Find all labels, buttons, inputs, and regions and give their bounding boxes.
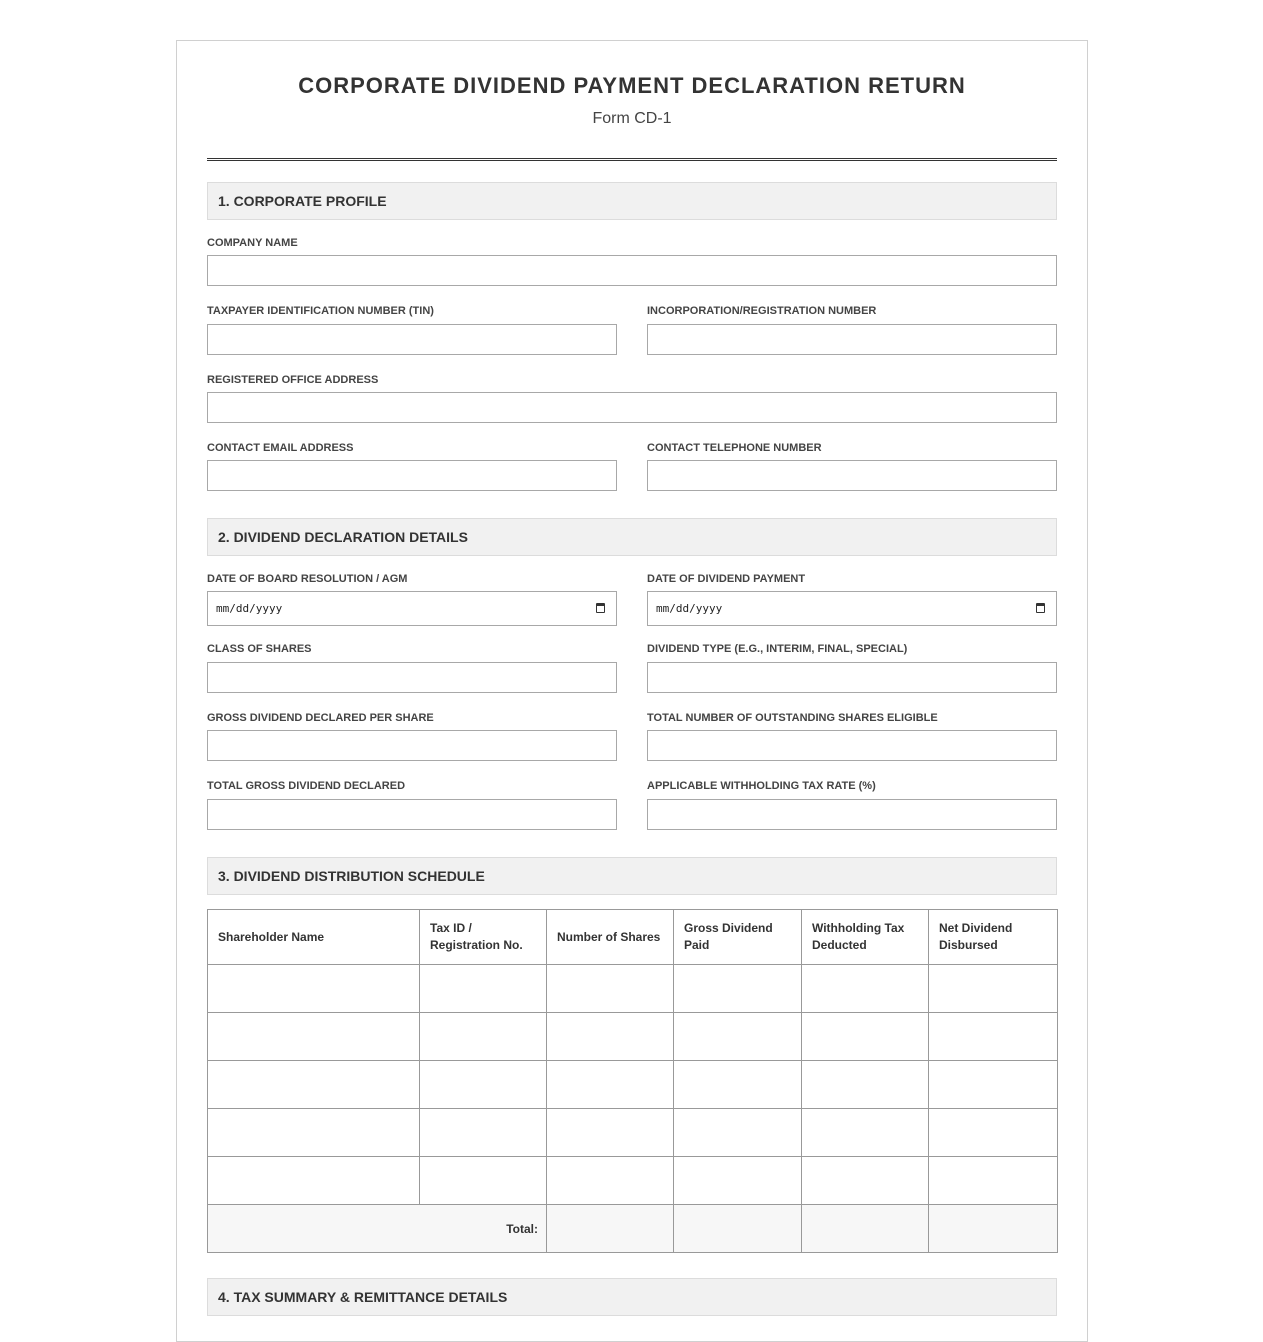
section-title: 2. DIVIDEND DECLARATION DETAILS	[218, 529, 468, 545]
column-header: Gross Dividend Paid	[674, 910, 802, 965]
table-cell[interactable]	[420, 965, 547, 1013]
tin-input[interactable]	[207, 324, 617, 355]
dividend-payment-date-label: DATE OF DIVIDEND PAYMENT	[647, 573, 806, 585]
outstanding-shares-input[interactable]	[647, 730, 1057, 761]
total-cell[interactable]	[674, 1205, 802, 1253]
total-label: Total:	[208, 1205, 547, 1253]
table-cell[interactable]	[547, 1061, 674, 1109]
office-address-input[interactable]	[207, 392, 1057, 423]
registration-number-input[interactable]	[647, 324, 1057, 355]
dividend-payment-date-input[interactable]	[647, 591, 1057, 626]
table-cell[interactable]	[208, 1013, 420, 1061]
table-cell[interactable]	[420, 1109, 547, 1157]
table-cell[interactable]	[802, 1109, 929, 1157]
table-cell[interactable]	[547, 1013, 674, 1061]
class-of-shares-input[interactable]	[207, 662, 617, 693]
table-cell[interactable]	[929, 1157, 1058, 1205]
contact-email-label: CONTACT EMAIL ADDRESS	[207, 442, 354, 454]
gross-dividend-per-share-input[interactable]	[207, 730, 617, 761]
table-row	[208, 965, 1058, 1013]
table-cell[interactable]	[208, 1061, 420, 1109]
column-header: Shareholder Name	[208, 910, 420, 965]
table-cell[interactable]	[420, 1061, 547, 1109]
table-cell[interactable]	[674, 1157, 802, 1205]
table-cell[interactable]	[929, 965, 1058, 1013]
total-cell[interactable]	[929, 1205, 1058, 1253]
table-cell[interactable]	[420, 1157, 547, 1205]
company-name-label: COMPANY NAME	[207, 237, 298, 249]
table-cell[interactable]	[674, 1061, 802, 1109]
column-header: Withholding Tax Deducted	[802, 910, 929, 965]
office-address-label: REGISTERED OFFICE ADDRESS	[207, 374, 379, 386]
section-title: 4. TAX SUMMARY & REMITTANCE DETAILS	[218, 1289, 508, 1305]
column-header: Net Dividend Disbursed	[929, 910, 1058, 965]
table-cell[interactable]	[208, 1109, 420, 1157]
table-cell[interactable]	[929, 1013, 1058, 1061]
form-subtitle: Form CD-1	[592, 110, 672, 127]
table-row	[208, 1013, 1058, 1061]
section-title: 3. DIVIDEND DISTRIBUTION SCHEDULE	[218, 868, 485, 884]
table-row	[208, 1061, 1058, 1109]
table-cell[interactable]	[547, 965, 674, 1013]
section-header-corporate-profile	[207, 182, 1057, 220]
column-header: Number of Shares	[547, 910, 674, 965]
registration-number-label: INCORPORATION/REGISTRATION NUMBER	[647, 305, 877, 317]
table-cell[interactable]	[802, 1061, 929, 1109]
withholding-tax-rate-label: APPLICABLE WITHHOLDING TAX RATE (%)	[647, 780, 876, 792]
dividend-type-input[interactable]	[647, 662, 1057, 693]
calendar-icon[interactable]	[596, 603, 605, 613]
date-placeholder: mm/dd/yyyy	[216, 602, 283, 615]
table-cell[interactable]	[929, 1109, 1058, 1157]
board-resolution-date-input[interactable]	[207, 591, 617, 626]
table-cell[interactable]	[674, 965, 802, 1013]
table-cell[interactable]	[802, 965, 929, 1013]
board-resolution-date-label: DATE OF BOARD RESOLUTION / AGM	[207, 573, 408, 585]
contact-email-input[interactable]	[207, 460, 617, 491]
contact-phone-input[interactable]	[647, 460, 1057, 491]
table-cell[interactable]	[674, 1109, 802, 1157]
total-cell[interactable]	[802, 1205, 929, 1253]
table-row	[208, 1157, 1058, 1205]
table-cell[interactable]	[802, 1013, 929, 1061]
table-cell[interactable]	[802, 1157, 929, 1205]
gross-dividend-per-share-label: GROSS DIVIDEND DECLARED PER SHARE	[207, 712, 434, 724]
table-cell[interactable]	[547, 1109, 674, 1157]
section-header-dividend-declaration	[207, 518, 1057, 556]
section-title: 1. CORPORATE PROFILE	[218, 193, 387, 209]
total-cell[interactable]	[547, 1205, 674, 1253]
date-placeholder: mm/dd/yyyy	[656, 602, 723, 615]
table-cell[interactable]	[208, 965, 420, 1013]
contact-phone-label: CONTACT TELEPHONE NUMBER	[647, 442, 822, 454]
distribution-schedule-table	[207, 909, 1058, 1253]
section-header-tax-summary	[207, 1278, 1057, 1316]
table-cell[interactable]	[208, 1157, 420, 1205]
table-row	[208, 1109, 1058, 1157]
table-cell[interactable]	[547, 1157, 674, 1205]
tin-label: TAXPAYER IDENTIFICATION NUMBER (TIN)	[207, 305, 434, 317]
table-cell[interactable]	[674, 1013, 802, 1061]
table-total-row	[208, 1205, 1058, 1253]
class-of-shares-label: CLASS OF SHARES	[207, 643, 312, 655]
dividend-type-label: DIVIDEND TYPE (E.G., INTERIM, FINAL, SPECIAL)	[647, 643, 908, 655]
section-header-distribution-schedule	[207, 857, 1057, 895]
column-header: Tax ID / Registration No.	[420, 910, 547, 965]
table-cell[interactable]	[420, 1013, 547, 1061]
calendar-icon[interactable]	[1036, 603, 1045, 613]
form-page	[176, 40, 1088, 1342]
company-name-input[interactable]	[207, 255, 1057, 286]
total-gross-dividend-label: TOTAL GROSS DIVIDEND DECLARED	[207, 780, 406, 792]
withholding-tax-rate-input[interactable]	[647, 799, 1057, 830]
total-gross-dividend-input[interactable]	[207, 799, 617, 830]
form-title: CORPORATE DIVIDEND PAYMENT DECLARATION RETURN	[298, 73, 966, 98]
table-header-row	[208, 910, 1058, 965]
outstanding-shares-label: TOTAL NUMBER OF OUTSTANDING SHARES ELIGIBLE	[647, 712, 938, 724]
form-header	[207, 41, 1057, 161]
table-cell[interactable]	[929, 1061, 1058, 1109]
